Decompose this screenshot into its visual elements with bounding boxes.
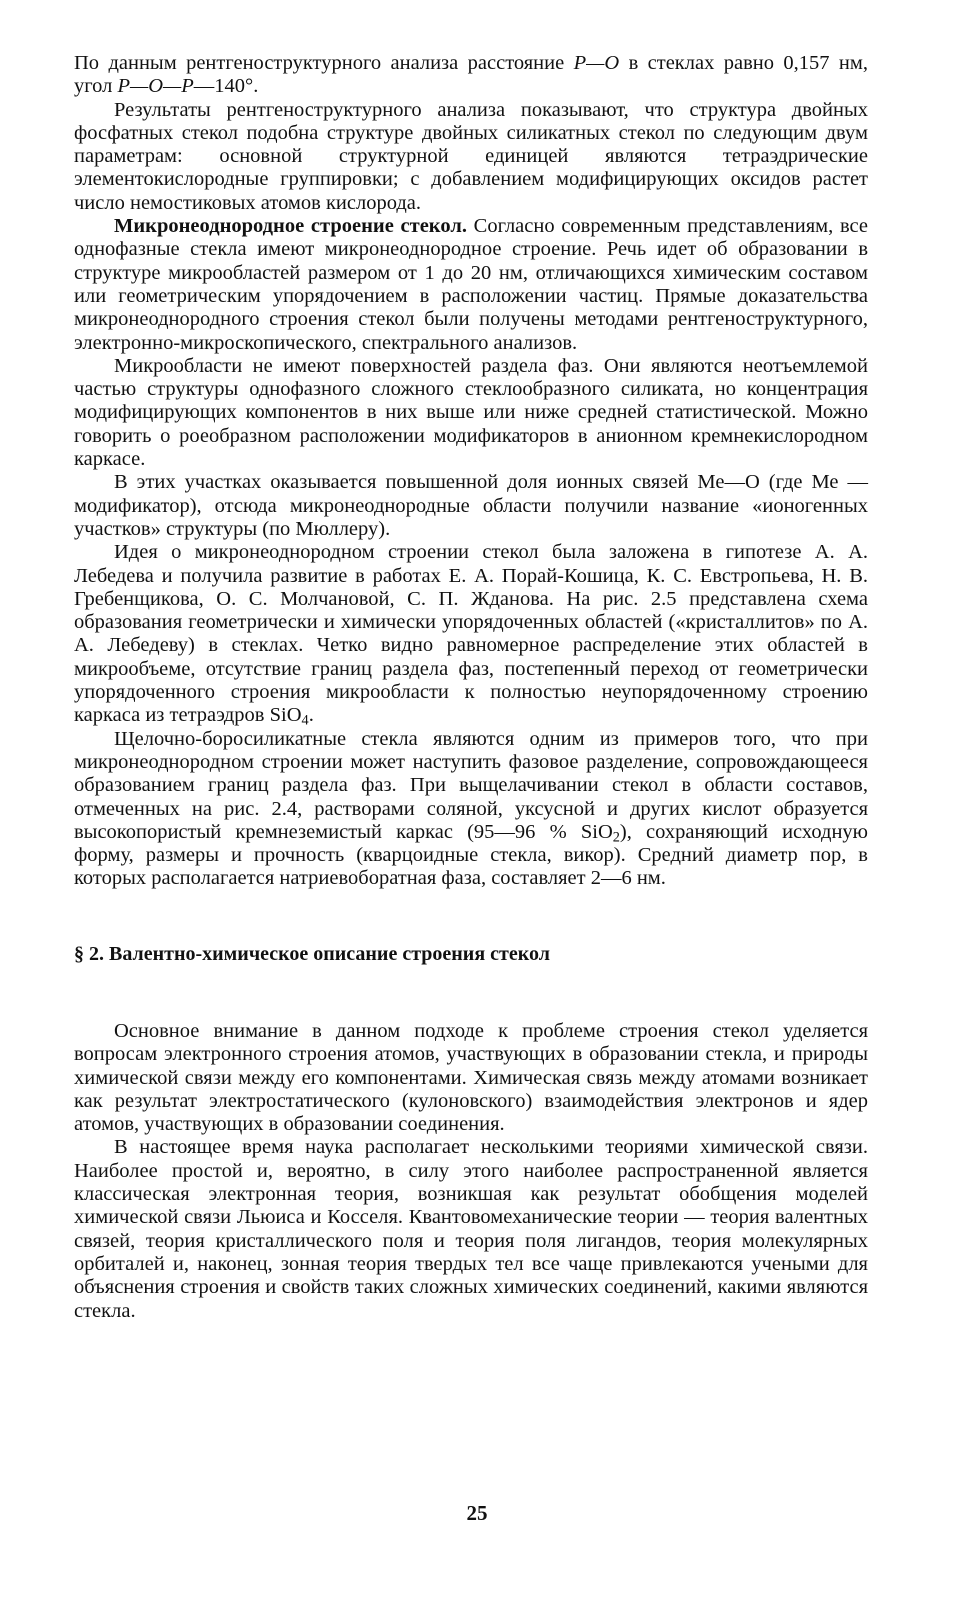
text-run: Согласно современным представлениям, все однофазные стекла имеют микронеоднородное строение. Речь идет об образовании в структуре микрообластей размером от 1 до 20 нм, отличающихся химическим составом или геометрическим упорядочением в расположении частиц. Прямые доказательства микронеоднородного строения стекол были получены методами рентгеноструктурного, электронно-микроскопического, спектрального анализов. [74,215,868,354]
subscript: 2 [612,829,620,846]
paragraph-p9 [74,1136,868,1322]
text-run: Основное внимание в данном подходе к проблеме строения стекол уделяется вопросам электронного строения атомов, участвующих в образовании стекла, и природы химической связи между его компонентами. Химическая связь между атомами возникает как результат электростатического (кулоновского) взаимодействия электронов и ядер атомов, участвующих в образовании соединения. [74,1019,868,1136]
paragraph-p4 [74,355,868,471]
page-body [74,52,868,1323]
paragraph-p6 [74,541,868,727]
paragraph-p5 [74,471,868,541]
subscript: 4 [301,712,309,729]
paragraph-p8 [74,1020,868,1136]
paragraph-p3 [74,215,868,355]
text-run: Микрообласти не имеют поверхностей раздела фаз. Они являются неотъемлемой частью структуры однофазного сложного стеклообразного силиката, но концентрация модифицирующих компонентов в них выше или ниже средней статистической. Можно говорить о роеобразном расположении модификаторов в анионном кремнекислородном каркасе. [74,354,868,471]
bold-run-in-heading: Микронеоднородное строение стекол. [114,215,467,238]
text-block-after-section [74,1020,868,1323]
text-run: Щелочно-боросиликатные стекла являются одним из примеров того, что при микронеоднородном строении может наступить фазовое разделение, сопровождающееся образованием границ раздела фаз. При выщелачивании стекол в области составов, отмеченных на рис. 2.4, растворами соляной, уксусной и других кислот образуется высокопористый кремнеземистый каркас (95—96 % SiO [74,727,868,843]
text-run: ), сохраняющий исходную форму, размеры и прочность (кварцоидные стекла, викор). Средний диаметр пор, в которых располагается натриевоборатная фаза, составляет 2—6 нм. [74,820,868,890]
italic-text: Р—О—Р [117,75,194,98]
text-run: Результаты рентгеноструктурного анализа показывают, что структура двойных фосфатных стекол подобна структуре двойных силикатных стекол по следующим двум параметрам: основной структурной единицей являются тетраэдрические элементокислородные группировки; с добавлением модифицирующих оксидов растет число немостиковых атомов кислорода. [74,98,868,214]
text-run: в стеклах равно 0,157 нм, угол [74,52,868,98]
text-run: По данным рентгеноструктурного анализа расстояние [74,52,574,74]
text-run: Идея о микронеоднородном строении стекол была заложена в гипотезе А. А. Лебедева и получила развитие в работах Е. А. Порай-Кошица, К. С. Евстропьева, Н. В. Гребенщикова, О. С. Молчановой, С. П. Жданова. На рис. 2.5 представлена схема образования геометрически и химически упорядоченных областей («кристаллитов» по А. А. Лебедеву) в стеклах. Четко видно равномерное распределение этих областей в микрообъеме, отсутствие границ раздела фаз, постепенный переход от геометрически упорядоченного строения микрообласти к полностью неупорядоченному строению каркаса из тетраэдров SiO [74,541,868,727]
text-run: —140°. [193,75,259,98]
text-run: В настоящее время наука располагает несколькими теориями химической связи. Наиболее простой и, вероятно, в силу этого наиболее распространенной является классическая электронная теория, возникшая как результат обобщения моделей химической связи Льюиса и Косселя. Квантовомеханические теории — теория валентных связей, теория кристаллического поля и теория поля лигандов, теория молекулярных орбиталей и, наконец, зонная теория твердых тел все чаще привлекаются учеными для объяснения строения и свойств таких сложных химических соединений, какими являются стекла. [74,1136,868,1322]
paragraph-p1 [74,52,868,99]
page-number: 25 [466,1501,488,1525]
italic-text: Р—О [573,52,620,74]
paragraph-p7 [74,728,868,891]
paragraph-p2 [74,99,868,215]
text-run: . [308,704,314,727]
text-block-before-section [74,52,868,891]
section-heading: § 2. Валентно-химическое описание строения стекол [74,942,550,965]
text-run: В этих участках оказывается повышенной доля ионных связей Ме—О (где Ме — модификатор), отсюда микронеоднородные области получили название «ионогенных участков» структуры (по Мюллеру). [74,471,868,540]
